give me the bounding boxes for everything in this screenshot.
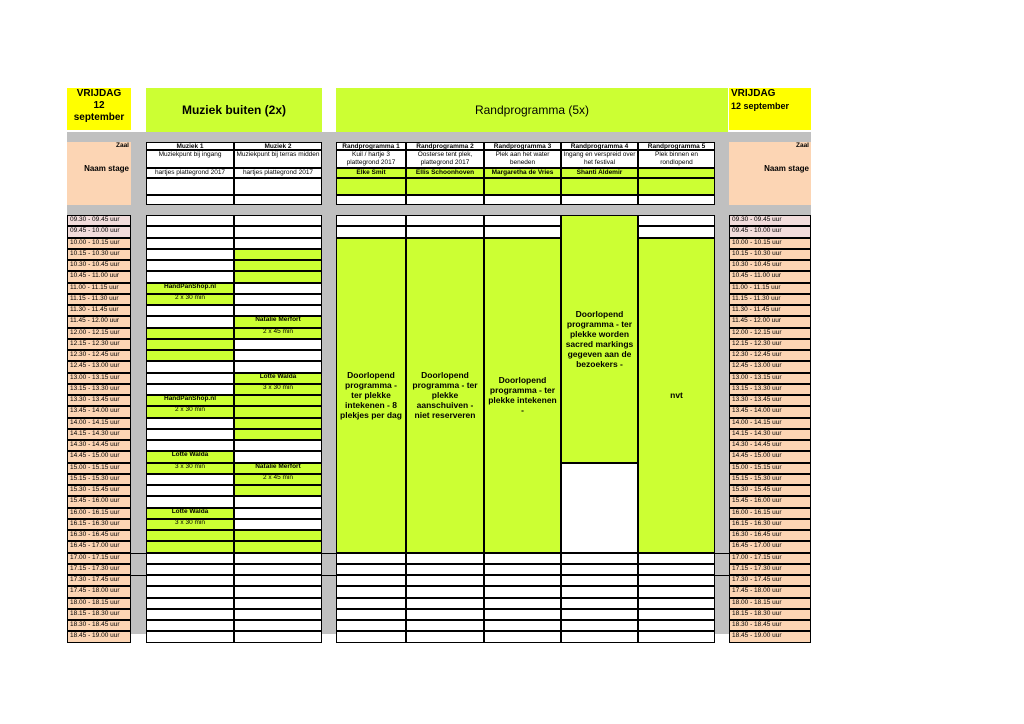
rand-empty-slot bbox=[406, 598, 484, 609]
muziek1-slot bbox=[146, 620, 234, 631]
rand-empty-slot bbox=[484, 553, 561, 564]
naam-stage-label-right: Naam stage bbox=[729, 150, 811, 190]
act-duration: 3 x 30 min bbox=[263, 383, 293, 391]
rand-empty-slot bbox=[406, 215, 484, 226]
column-title: Muziek 2 bbox=[234, 142, 322, 150]
muziek2-slot bbox=[234, 395, 322, 406]
time-label: 15.00 - 15.15 uur bbox=[67, 463, 131, 474]
day-date-right: 12 september bbox=[731, 101, 790, 111]
time-label-right: 14.45 - 15.00 uur bbox=[729, 451, 811, 462]
rand-empty-slot bbox=[638, 215, 715, 226]
header-separator bbox=[67, 132, 811, 142]
muziek1-slot bbox=[146, 316, 234, 327]
time-label: 18.45 - 19.00 uur bbox=[67, 631, 131, 642]
column-spacer bbox=[406, 195, 484, 205]
rand-empty-slot bbox=[561, 620, 638, 631]
column-spacer bbox=[146, 195, 234, 205]
rand-empty-slot bbox=[484, 575, 561, 586]
muziek2-slot bbox=[234, 260, 322, 271]
muziek1-slot bbox=[146, 541, 234, 552]
muziek1-slot bbox=[146, 496, 234, 507]
time-label-right: 14.30 - 14.45 uur bbox=[729, 440, 811, 451]
time-label-right: 09.30 - 09.45 uur bbox=[729, 215, 811, 226]
rand-empty-slot bbox=[484, 609, 561, 620]
time-label: 15.45 - 16.00 uur bbox=[67, 496, 131, 507]
time-label: 09.45 - 10.00 uur bbox=[67, 226, 131, 237]
column-spacer bbox=[484, 195, 561, 205]
time-label: 14.00 - 14.15 uur bbox=[67, 418, 131, 429]
column-location: Plek aan het water beneden bbox=[484, 150, 561, 168]
rand-empty-slot bbox=[406, 586, 484, 597]
day-name: VRIJDAG bbox=[76, 88, 122, 99]
act-duration: 3 x 30 min bbox=[175, 518, 205, 526]
time-label-right: 11.15 - 11.30 uur bbox=[729, 294, 811, 305]
column-spacer bbox=[146, 178, 234, 195]
time-label-right: 16.15 - 16.30 uur bbox=[729, 519, 811, 530]
label-spacer bbox=[67, 190, 131, 205]
time-label: 13.45 - 14.00 uur bbox=[67, 406, 131, 417]
time-label-right: 13.45 - 14.00 uur bbox=[729, 406, 811, 417]
muziek2-slot bbox=[234, 553, 322, 564]
section-line bbox=[67, 553, 811, 554]
muziek2-slot bbox=[234, 519, 322, 530]
rand-empty-slot bbox=[406, 226, 484, 237]
column-title: Randprogramma 2 bbox=[406, 142, 484, 150]
column-title: Randprogramma 3 bbox=[484, 142, 561, 150]
muziek2-slot bbox=[234, 451, 322, 462]
rand-empty-slot bbox=[484, 215, 561, 226]
column-spacer bbox=[484, 178, 561, 195]
rand-empty-slot bbox=[561, 564, 638, 575]
section-muziek-title: Muziek buiten (2x) bbox=[181, 103, 286, 117]
time-label: 11.30 - 11.45 uur bbox=[67, 305, 131, 316]
muziek2-slot bbox=[234, 429, 322, 440]
column-spacer bbox=[638, 195, 715, 205]
time-label-right: 10.45 - 11.00 uur bbox=[729, 271, 811, 282]
rand-empty-slot bbox=[638, 553, 715, 564]
rand-empty-slot bbox=[484, 631, 561, 642]
time-label-right: 18.30 - 18.45 uur bbox=[729, 620, 811, 631]
column-title: Muziek 1 bbox=[146, 142, 234, 150]
muziek1-slot bbox=[146, 530, 234, 541]
time-label: 09.30 - 09.45 uur bbox=[67, 215, 131, 226]
zaal-label: Zaal bbox=[67, 142, 131, 150]
muziek2-slot bbox=[234, 418, 322, 429]
muziek2-slot bbox=[234, 238, 322, 249]
column-spacer bbox=[638, 178, 715, 195]
column-location: Muziekpunt bij terras midden bbox=[234, 150, 322, 168]
time-label: 18.30 - 18.45 uur bbox=[67, 620, 131, 631]
rand-empty-slot bbox=[336, 564, 406, 575]
time-label: 18.15 - 18.30 uur bbox=[67, 609, 131, 620]
time-label-right: 11.00 - 11.15 uur bbox=[729, 283, 811, 294]
rand2-block: Doorlopend programma - ter plekke aanschuiven - niet reserveren bbox=[406, 238, 484, 553]
day-number: 12 bbox=[93, 100, 105, 111]
time-label-right: 17.45 - 18.00 uur bbox=[729, 586, 811, 597]
muziek2-slot bbox=[234, 620, 322, 631]
act-name: Lotte Walda bbox=[171, 451, 209, 459]
rand-empty-slot bbox=[484, 598, 561, 609]
time-label-right: 18.00 - 18.15 uur bbox=[729, 598, 811, 609]
act-duration: 3 x 30 min bbox=[175, 462, 205, 470]
muziek2-slot bbox=[234, 564, 322, 575]
rand-empty-slot bbox=[336, 631, 406, 642]
rand-empty-slot bbox=[336, 620, 406, 631]
muziek1-slot bbox=[146, 373, 234, 384]
column-spacer bbox=[561, 195, 638, 205]
rand-empty-slot bbox=[638, 609, 715, 620]
time-label-right: 15.30 - 15.45 uur bbox=[729, 485, 811, 496]
time-label-right: 12.45 - 13.00 uur bbox=[729, 361, 811, 372]
time-label-right: 17.00 - 17.15 uur bbox=[729, 553, 811, 564]
muziek1-slot bbox=[146, 575, 234, 586]
muziek2-slot bbox=[234, 283, 322, 294]
rand-empty-slot bbox=[406, 620, 484, 631]
time-label-right: 15.45 - 16.00 uur bbox=[729, 496, 811, 507]
time-label: 15.15 - 15.30 uur bbox=[67, 474, 131, 485]
rand3-block: Doorlopend programma - ter plekke intekenen - bbox=[484, 238, 561, 553]
rand-empty-slot bbox=[336, 598, 406, 609]
time-label: 14.15 - 14.30 uur bbox=[67, 429, 131, 440]
muziek2-slot bbox=[234, 609, 322, 620]
rand-empty-slot bbox=[561, 586, 638, 597]
time-label: 13.15 - 13.30 uur bbox=[67, 384, 131, 395]
column-spacer bbox=[336, 178, 406, 195]
rand-empty-slot bbox=[484, 620, 561, 631]
zaal-label-right: Zaal bbox=[729, 142, 811, 150]
rand-empty-slot bbox=[336, 609, 406, 620]
time-label: 17.15 - 17.30 uur bbox=[67, 564, 131, 575]
muziek1-slot bbox=[146, 440, 234, 451]
muziek2-slot bbox=[234, 496, 322, 507]
muziek1-slot bbox=[146, 328, 234, 339]
muziek1-slot bbox=[146, 586, 234, 597]
muziek1-slot bbox=[146, 339, 234, 350]
time-label-right: 10.30 - 10.45 uur bbox=[729, 260, 811, 271]
day-name-right: VRIJDAG bbox=[731, 88, 776, 99]
muziek1-slot bbox=[146, 564, 234, 575]
time-label-right: 16.00 - 16.15 uur bbox=[729, 508, 811, 519]
muziek2-slot bbox=[234, 226, 322, 237]
rand1-block: Doorlopend programma - ter plekke intekenen - 8 plekjes per dag bbox=[336, 238, 406, 553]
rand-empty-slot bbox=[638, 620, 715, 631]
time-label: 18.00 - 18.15 uur bbox=[67, 598, 131, 609]
muziek2-slot bbox=[234, 294, 322, 305]
muziek1-slot bbox=[146, 238, 234, 249]
muziek1-slot bbox=[146, 631, 234, 642]
time-label-right: 09.45 - 10.00 uur bbox=[729, 226, 811, 237]
column-location: Ingang en verspreid over het festival bbox=[561, 150, 638, 168]
time-label: 16.30 - 16.45 uur bbox=[67, 530, 131, 541]
muziek2-slot bbox=[234, 271, 322, 282]
time-label: 11.15 - 11.30 uur bbox=[67, 294, 131, 305]
column-spacer bbox=[336, 195, 406, 205]
day-month: september bbox=[73, 112, 125, 123]
rand-empty-slot bbox=[638, 586, 715, 597]
time-label: 16.15 - 16.30 uur bbox=[67, 519, 131, 530]
muziek2-slot bbox=[234, 631, 322, 642]
time-label: 12.15 - 12.30 uur bbox=[67, 339, 131, 350]
rand-empty-slot bbox=[406, 564, 484, 575]
time-label-right: 13.15 - 13.30 uur bbox=[729, 384, 811, 395]
time-label-right: 18.15 - 18.30 uur bbox=[729, 609, 811, 620]
muziek1-slot bbox=[146, 271, 234, 282]
muziek1-slot bbox=[146, 598, 234, 609]
muziek1-slot bbox=[146, 429, 234, 440]
time-label-right: 18.45 - 19.00 uur bbox=[729, 631, 811, 642]
act-duration: 2 x 30 min bbox=[175, 406, 205, 414]
section-rand bbox=[336, 88, 728, 132]
time-label-right: 14.15 - 14.30 uur bbox=[729, 429, 811, 440]
column-spacer bbox=[234, 195, 322, 205]
muziek1-slot bbox=[146, 418, 234, 429]
time-label: 16.45 - 17.00 uur bbox=[67, 541, 131, 552]
time-label: 11.00 - 11.15 uur bbox=[67, 283, 131, 294]
column-title: Randprogramma 1 bbox=[336, 142, 406, 150]
time-label: 14.30 - 14.45 uur bbox=[67, 440, 131, 451]
time-label-right: 16.45 - 17.00 uur bbox=[729, 541, 811, 552]
time-label: 10.15 - 10.30 uur bbox=[67, 249, 131, 260]
time-label: 10.45 - 11.00 uur bbox=[67, 271, 131, 282]
rand4-block: Doorlopend programma - ter plekke worden sacred markings gegeven aan de bezoekers - bbox=[561, 215, 638, 463]
column-subtitle: hartjes plattegrond 2017 bbox=[146, 168, 234, 178]
muziek1-slot bbox=[146, 305, 234, 316]
rand-empty-slot bbox=[638, 226, 715, 237]
muziek2-slot bbox=[234, 541, 322, 552]
time-label: 16.00 - 16.15 uur bbox=[67, 508, 131, 519]
time-label: 15.30 - 15.45 uur bbox=[67, 485, 131, 496]
muziek1-slot bbox=[146, 384, 234, 395]
muziek2-slot bbox=[234, 530, 322, 541]
column-host: Ellis Schoonhoven bbox=[406, 168, 484, 178]
act-duration: 2 x 30 min bbox=[175, 293, 205, 301]
time-label: 13.30 - 13.45 uur bbox=[67, 395, 131, 406]
rand-empty-slot bbox=[638, 598, 715, 609]
muziek1-slot bbox=[146, 226, 234, 237]
act-name: Natalie Merfort bbox=[255, 462, 301, 470]
header-separator bbox=[67, 205, 811, 215]
label-spacer-right bbox=[729, 190, 811, 205]
muziek1-slot bbox=[146, 249, 234, 260]
rand-empty-slot bbox=[561, 598, 638, 609]
time-label-right: 11.45 - 12.00 uur bbox=[729, 316, 811, 327]
act-name: Natalie Merfort bbox=[255, 316, 301, 324]
time-label: 12.45 - 13.00 uur bbox=[67, 361, 131, 372]
rand-empty-slot bbox=[406, 575, 484, 586]
act-name: HandPanShop.nl bbox=[164, 282, 216, 290]
muziek1-slot bbox=[146, 474, 234, 485]
rand-empty-slot bbox=[484, 564, 561, 575]
rand-empty-slot bbox=[336, 586, 406, 597]
column-spacer bbox=[561, 178, 638, 195]
time-label-right: 17.30 - 17.45 uur bbox=[729, 575, 811, 586]
time-label-right: 10.15 - 10.30 uur bbox=[729, 249, 811, 260]
muziek1-slot bbox=[146, 260, 234, 271]
muziek2-slot bbox=[234, 215, 322, 226]
rand5-block: nvt bbox=[638, 238, 715, 553]
time-label-right: 16.30 - 16.45 uur bbox=[729, 530, 811, 541]
column-location: Oosterse tent plek, plattegrond 2017 bbox=[406, 150, 484, 168]
time-label-right: 12.15 - 12.30 uur bbox=[729, 339, 811, 350]
rand-empty-slot bbox=[406, 631, 484, 642]
column-spacer bbox=[234, 178, 322, 195]
muziek2-slot bbox=[234, 508, 322, 519]
muziek2-slot bbox=[234, 361, 322, 372]
time-label: 13.00 - 13.15 uur bbox=[67, 373, 131, 384]
act-duration: 2 x 45 min bbox=[263, 473, 293, 481]
rand-empty-slot bbox=[484, 586, 561, 597]
time-label-right: 13.00 - 13.15 uur bbox=[729, 373, 811, 384]
muziek2-slot bbox=[234, 440, 322, 451]
act-name: HandPanShop.nl bbox=[164, 395, 216, 402]
section-rand-title: Randprogramma (5x) bbox=[474, 103, 590, 117]
act-name: Lotte Walda bbox=[171, 507, 209, 515]
section-line bbox=[67, 575, 811, 576]
rand-empty-slot bbox=[561, 553, 638, 564]
muziek1-slot bbox=[146, 485, 234, 496]
time-label-right: 15.15 - 15.30 uur bbox=[729, 474, 811, 485]
rand-empty-slot bbox=[484, 226, 561, 237]
time-label: 14.45 - 15.00 uur bbox=[67, 451, 131, 462]
naam-stage-label: Naam stage bbox=[67, 150, 131, 190]
time-label: 12.00 - 12.15 uur bbox=[67, 328, 131, 339]
column-host: Shanti Aldemir bbox=[561, 168, 638, 178]
muziek2-slot bbox=[234, 485, 322, 496]
time-label-right: 14.00 - 14.15 uur bbox=[729, 418, 811, 429]
time-label: 17.30 - 17.45 uur bbox=[67, 575, 131, 586]
column-host bbox=[638, 168, 715, 178]
column-title: Randprogramma 4 bbox=[561, 142, 638, 150]
time-label-right: 10.00 - 10.15 uur bbox=[729, 238, 811, 249]
rand-empty-slot bbox=[638, 564, 715, 575]
time-label: 12.30 - 12.45 uur bbox=[67, 350, 131, 361]
muziek2-slot bbox=[234, 350, 322, 361]
time-label-right: 13.30 - 13.45 uur bbox=[729, 395, 811, 406]
rand-empty-slot bbox=[336, 215, 406, 226]
rand-empty-slot bbox=[561, 609, 638, 620]
time-label-right: 17.15 - 17.30 uur bbox=[729, 564, 811, 575]
time-label: 10.30 - 10.45 uur bbox=[67, 260, 131, 271]
rand-empty-slot bbox=[406, 609, 484, 620]
column-location: Kuil / hartje 3 plattegrond 2017 bbox=[336, 150, 406, 168]
time-label: 17.00 - 17.15 uur bbox=[67, 553, 131, 564]
time-label: 10.00 - 10.15 uur bbox=[67, 238, 131, 249]
muziek2-slot bbox=[234, 575, 322, 586]
rand-empty-slot bbox=[336, 226, 406, 237]
rand-empty-slot bbox=[638, 575, 715, 586]
rand4-empty bbox=[561, 463, 638, 553]
muziek1-slot bbox=[146, 350, 234, 361]
time-label-right: 11.30 - 11.45 uur bbox=[729, 305, 811, 316]
section-muziek bbox=[146, 88, 322, 132]
time-label-right: 12.00 - 12.15 uur bbox=[729, 328, 811, 339]
day-header-right bbox=[729, 88, 811, 130]
column-location: Plek binnen en rondlopend bbox=[638, 150, 715, 168]
muziek1-slot bbox=[146, 361, 234, 372]
rand-empty-slot bbox=[638, 631, 715, 642]
column-location: Muziekpunt bij ingang bbox=[146, 150, 234, 168]
rand-empty-slot bbox=[336, 575, 406, 586]
time-label-right: 15.00 - 15.15 uur bbox=[729, 463, 811, 474]
day-header-left bbox=[67, 88, 131, 130]
rand-empty-slot bbox=[561, 575, 638, 586]
column-host: Margaretha de Vries bbox=[484, 168, 561, 178]
column-spacer bbox=[406, 178, 484, 195]
rand-empty-slot bbox=[561, 631, 638, 642]
column-title: Randprogramma 5 bbox=[638, 142, 715, 150]
muziek1-slot bbox=[146, 215, 234, 226]
rand-empty-slot bbox=[406, 553, 484, 564]
column-subtitle: hartjes plattegrond 2017 bbox=[234, 168, 322, 178]
muziek2-slot bbox=[234, 598, 322, 609]
muziek1-slot bbox=[146, 553, 234, 564]
muziek2-slot bbox=[234, 305, 322, 316]
time-label-right: 12.30 - 12.45 uur bbox=[729, 350, 811, 361]
column-host: Elke Smit bbox=[336, 168, 406, 178]
time-label: 17.45 - 18.00 uur bbox=[67, 586, 131, 597]
act-name: Lotte Walda bbox=[259, 372, 297, 380]
muziek1-slot bbox=[146, 609, 234, 620]
act-duration: 2 x 45 min bbox=[263, 327, 293, 335]
muziek2-slot bbox=[234, 249, 322, 260]
time-label: 11.45 - 12.00 uur bbox=[67, 316, 131, 327]
rand-empty-slot bbox=[336, 553, 406, 564]
muziek2-slot bbox=[234, 586, 322, 597]
muziek2-slot bbox=[234, 406, 322, 417]
muziek2-slot bbox=[234, 339, 322, 350]
